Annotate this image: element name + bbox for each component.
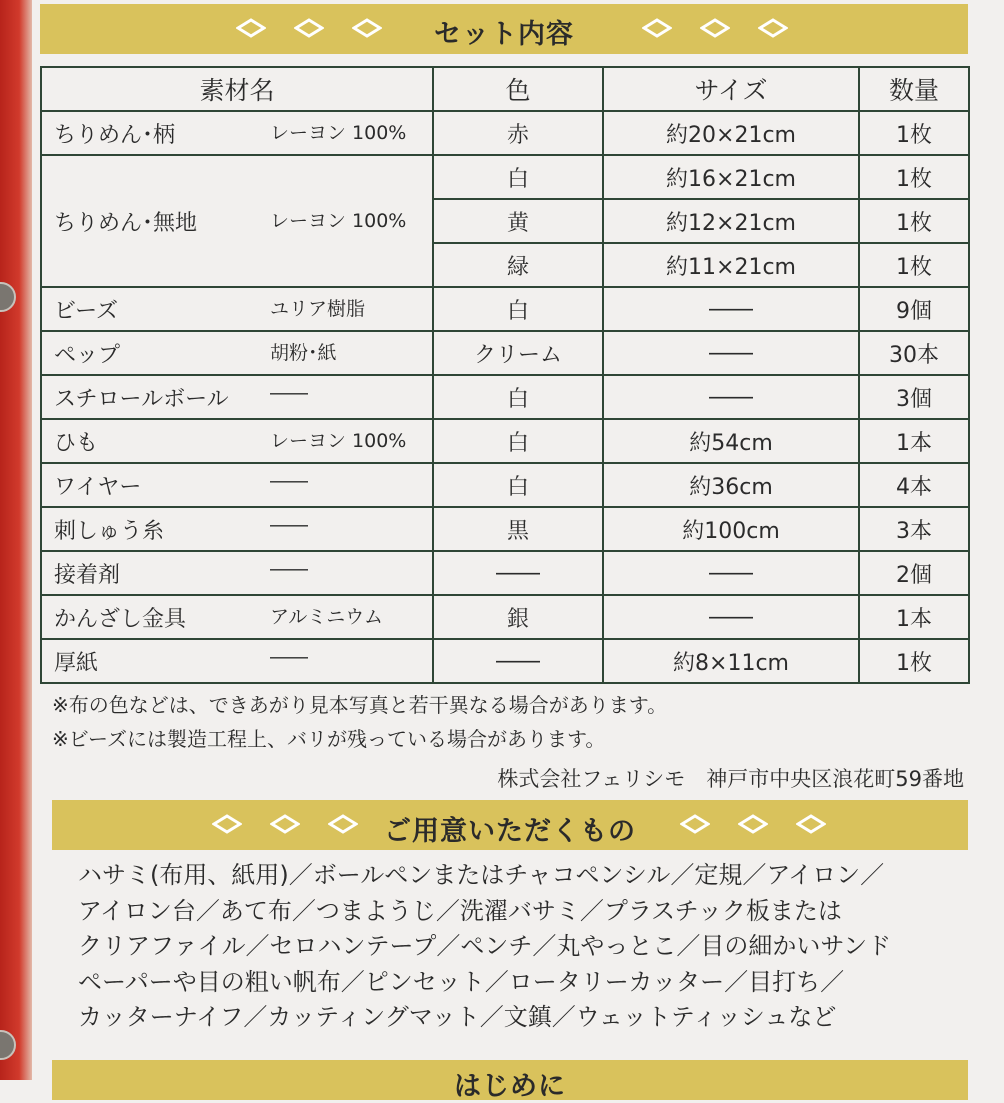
- size-cell: 約11×21cm: [603, 243, 859, 287]
- table-header-row: [41, 67, 969, 111]
- material-composition: レーヨン 100%: [270, 209, 407, 232]
- color-cell: 黄: [433, 199, 603, 243]
- material-cell: [41, 375, 433, 419]
- note-line: ※布の色などは、できあがり見本写真と若干異なる場合があります。: [52, 693, 668, 717]
- material-composition: アルミニウム: [270, 605, 384, 628]
- quantity-cell: 3個: [859, 375, 969, 419]
- set-contents-title: セット内容: [434, 19, 574, 50]
- quantity-cell: 1枚: [859, 243, 969, 287]
- material-cell: [41, 595, 433, 639]
- set-contents-band: [40, 4, 968, 54]
- material-name: かんざし金具: [54, 606, 187, 632]
- color-cell: 白: [433, 155, 603, 199]
- note-line: ※ビーズには製造工程上、バリが残っている場合があります。: [52, 727, 606, 751]
- material-cell: [41, 155, 433, 287]
- material-composition: ――: [270, 557, 308, 580]
- prepare-band: [52, 800, 968, 850]
- material-composition: ――: [270, 645, 308, 668]
- prepare-items-list: [78, 858, 891, 1036]
- material-cell: [41, 287, 433, 331]
- material-composition: レーヨン 100%: [270, 121, 407, 144]
- red-page-edge: [0, 0, 32, 1080]
- quantity-cell: 1枚: [859, 199, 969, 243]
- material-name: ちりめん･柄: [54, 122, 176, 148]
- size-cell: 約8×11cm: [603, 639, 859, 683]
- size-cell: 約36cm: [603, 463, 859, 507]
- diamond-ornament-icon: [796, 814, 826, 834]
- quantity-cell: 3本: [859, 507, 969, 551]
- quantity-cell: 1本: [859, 419, 969, 463]
- size-cell: ――: [603, 287, 859, 331]
- notes-block: [52, 688, 667, 756]
- table-row: [41, 595, 969, 639]
- quantity-cell: 1枚: [859, 155, 969, 199]
- prepare-items-line: カッターナイフ／カッティングマット／文鎮／ウェットティッシュなど: [78, 1003, 837, 1032]
- material-cell: [41, 639, 433, 683]
- material-composition: 胡粉･紙: [270, 341, 337, 364]
- size-cell: ――: [603, 551, 859, 595]
- material-cell: [41, 551, 433, 595]
- size-cell: 約16×21cm: [603, 155, 859, 199]
- table-row: [41, 507, 969, 551]
- set-contents-table: [40, 66, 970, 684]
- color-cell: 銀: [433, 595, 603, 639]
- material-cell: [41, 507, 433, 551]
- table-row: [41, 155, 969, 199]
- diamond-ornament-icon: [758, 18, 788, 38]
- material-name: ワイヤー: [54, 474, 142, 500]
- quantity-cell: 4本: [859, 463, 969, 507]
- color-cell: 白: [433, 287, 603, 331]
- quantity-cell: 1枚: [859, 111, 969, 155]
- diamond-ornament-icon: [642, 18, 672, 38]
- color-cell: ――: [433, 551, 603, 595]
- material-cell: [41, 419, 433, 463]
- prepare-items-line: ペーパーや目の粗い帆布／ピンセット／ロータリーカッター／目打ち／: [78, 967, 845, 996]
- table-row: [41, 111, 969, 155]
- material-name: ひも: [54, 430, 99, 456]
- material-name: 接着剤: [54, 562, 121, 588]
- table-row: [41, 419, 969, 463]
- prepare-items-line: アイロン台／あて布／つまようじ／洗濯バサミ／プラスチック板または: [78, 896, 842, 925]
- material-cell: [41, 111, 433, 155]
- table-row: [41, 375, 969, 419]
- material-name: ちりめん･無地: [54, 210, 198, 236]
- material-composition: ユリア樹脂: [270, 297, 366, 320]
- table-row: [41, 287, 969, 331]
- size-cell: 約20×21cm: [603, 111, 859, 155]
- color-cell: 赤: [433, 111, 603, 155]
- prepare-items-line: ハサミ(布用、紙用)／ボールペンまたはチャコペンシル／定規／アイロン／: [78, 861, 885, 889]
- header-color: 色: [433, 67, 603, 111]
- header-quantity: 数量: [859, 67, 969, 111]
- material-composition: ――: [270, 381, 308, 404]
- diamond-ornament-icon: [680, 814, 710, 834]
- prepare-title: ご用意いただくもの: [384, 816, 636, 847]
- size-cell: ――: [603, 375, 859, 419]
- header-size: サイズ: [603, 67, 859, 111]
- material-name: 刺しゅう糸: [54, 518, 165, 544]
- header-material: 素材名: [41, 67, 433, 111]
- material-composition: ――: [270, 513, 308, 536]
- material-composition: ――: [270, 469, 308, 492]
- material-name: 厚紙: [54, 650, 99, 676]
- table-row: [41, 551, 969, 595]
- quantity-cell: 1枚: [859, 639, 969, 683]
- size-cell: ――: [603, 331, 859, 375]
- color-cell: 白: [433, 463, 603, 507]
- size-cell: ――: [603, 595, 859, 639]
- material-name: ビーズ: [54, 298, 119, 324]
- material-cell: [41, 463, 433, 507]
- table-row: [41, 331, 969, 375]
- color-cell: クリーム: [433, 331, 603, 375]
- quantity-cell: 30本: [859, 331, 969, 375]
- intro-title: はじめに: [454, 1071, 566, 1102]
- quantity-cell: 9個: [859, 287, 969, 331]
- material-name: スチロールボール: [54, 386, 229, 412]
- size-cell: 約100cm: [603, 507, 859, 551]
- size-cell: 約12×21cm: [603, 199, 859, 243]
- color-cell: 黒: [433, 507, 603, 551]
- diamond-ornament-icon: [700, 18, 730, 38]
- color-cell: 白: [433, 375, 603, 419]
- color-cell: 緑: [433, 243, 603, 287]
- size-cell: 約54cm: [603, 419, 859, 463]
- color-cell: 白: [433, 419, 603, 463]
- material-composition: レーヨン 100%: [270, 429, 407, 452]
- table-row: [41, 463, 969, 507]
- prepare-items-line: クリアファイル／セロハンテープ／ペンチ／丸やっとこ／目の細かいサンド: [78, 932, 892, 961]
- material-cell: [41, 331, 433, 375]
- color-cell: ――: [433, 639, 603, 683]
- company-info: 株式会社フェリシモ 神戸市中央区浪花町59番地: [497, 767, 964, 791]
- diamond-ornament-icon: [738, 814, 768, 834]
- material-name: ペップ: [54, 342, 121, 368]
- intro-band: [52, 1060, 968, 1100]
- quantity-cell: 2個: [859, 551, 969, 595]
- quantity-cell: 1本: [859, 595, 969, 639]
- table-row: [41, 639, 969, 683]
